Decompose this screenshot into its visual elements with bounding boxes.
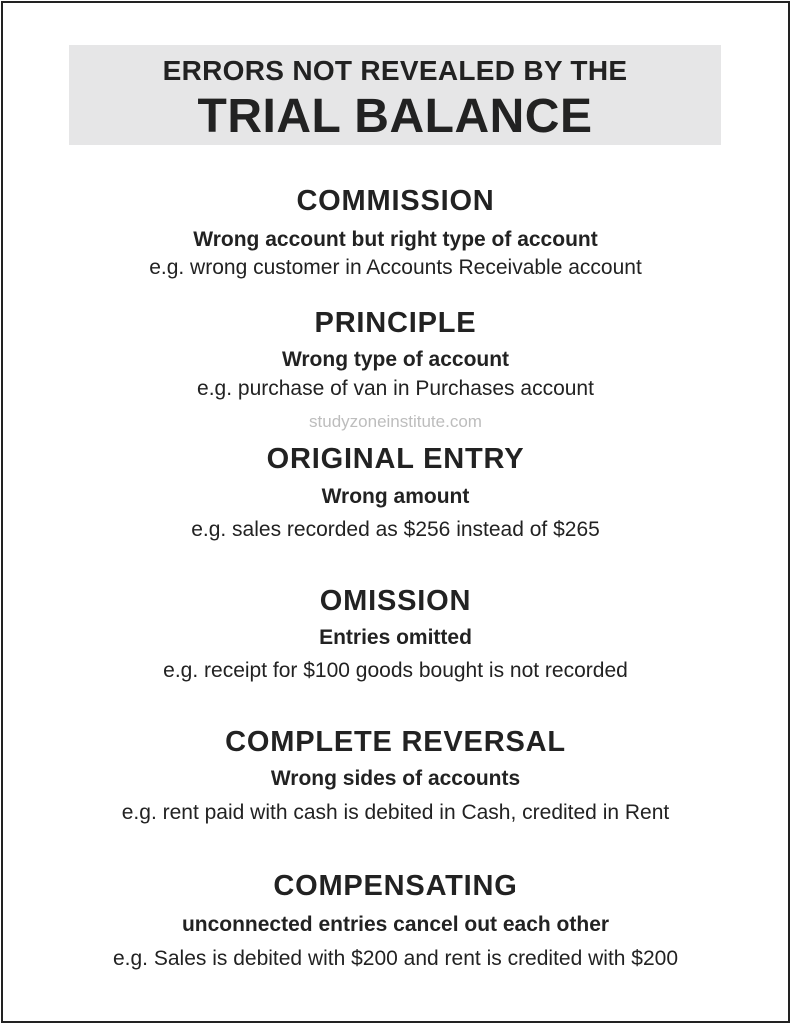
- watermark: studyzoneinstitute.com: [309, 412, 482, 431]
- header-title: TRIAL BALANCE: [197, 90, 593, 143]
- error-description-complete-reversal: Wrong sides of accounts: [270, 767, 521, 790]
- header-subtitle: ERRORS NOT REVEALED BY THE: [162, 55, 628, 86]
- error-description-omission: Entries omitted: [319, 626, 472, 649]
- error-example-omission: e.g. receipt for $100 goods bought is not recorded: [163, 659, 628, 682]
- error-example-complete-reversal: e.g. rent paid with cash is debited in Cash, credited in Rent: [121, 801, 670, 824]
- error-title-compensating: COMPENSATING: [273, 870, 518, 902]
- error-title-original-entry: ORIGINAL ENTRY: [266, 443, 525, 475]
- error-example-compensating: e.g. Sales is debited with $200 and rent is credited with $200: [112, 947, 679, 970]
- header-banner: [69, 45, 721, 145]
- error-title-principle: PRINCIPLE: [314, 307, 477, 339]
- error-title-complete-reversal: COMPLETE REVERSAL: [225, 726, 566, 758]
- error-example-principle: e.g. purchase of van in Purchases account: [197, 377, 594, 400]
- error-title-omission: OMISSION: [319, 585, 472, 617]
- error-example-commission: e.g. wrong customer in Accounts Receivable account: [149, 256, 642, 279]
- error-description-commission: Wrong account but right type of account: [193, 228, 598, 251]
- error-example-original-entry: e.g. sales recorded as $256 instead of $265: [191, 518, 600, 541]
- error-description-principle: Wrong type of account: [281, 348, 510, 371]
- error-title-commission: COMMISSION: [296, 185, 495, 217]
- error-description-original-entry: Wrong amount: [321, 485, 470, 508]
- error-description-compensating: unconnected entries cancel out each other: [181, 913, 610, 936]
